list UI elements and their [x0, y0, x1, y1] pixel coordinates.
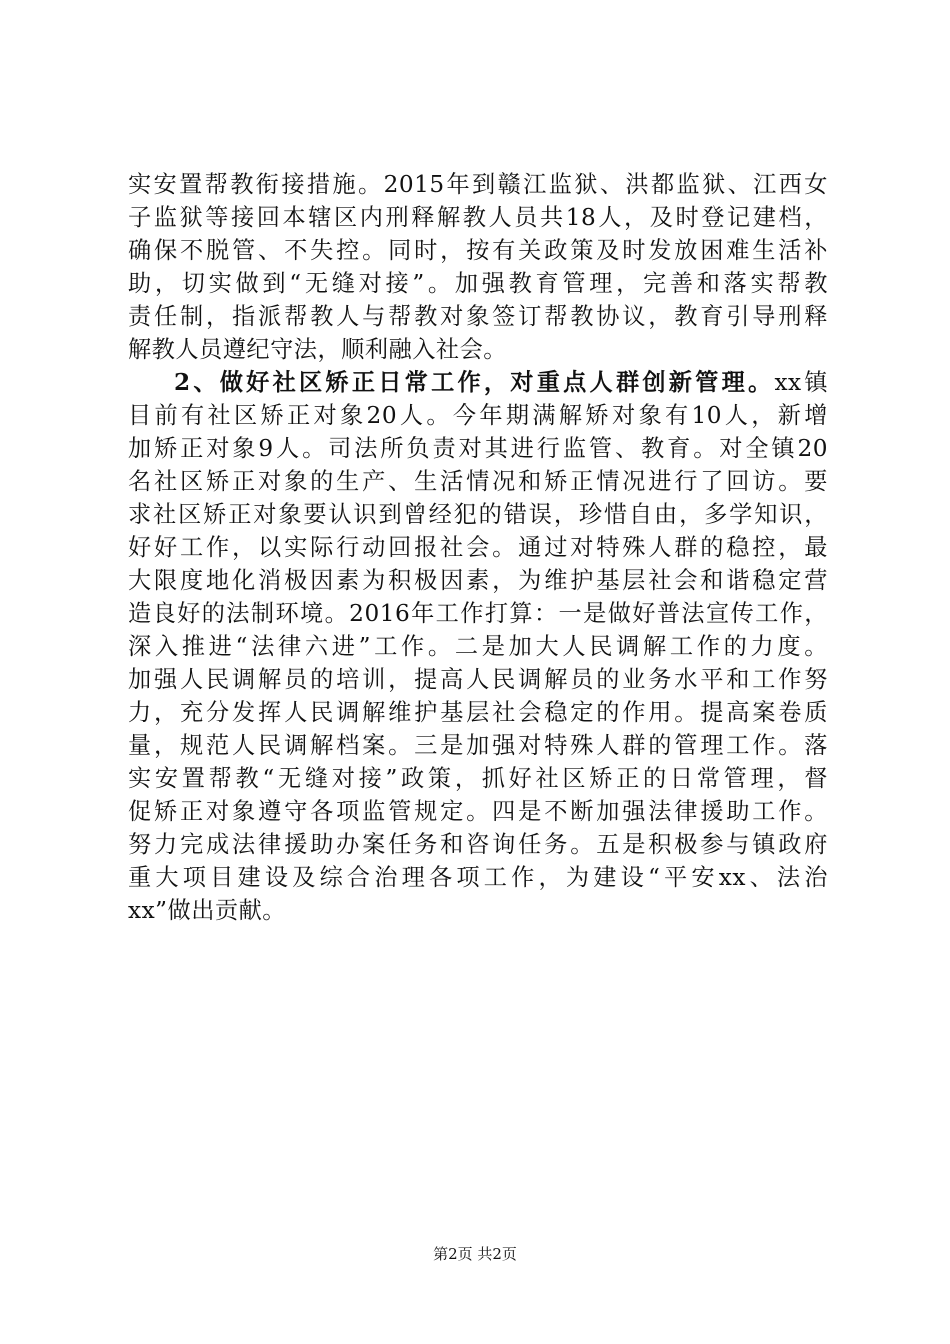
paragraph-resettlement: [128, 168, 828, 366]
text-line: 实安置帮教“无缝对接”政策，抓好社区矫正的日常管理，督: [128, 765, 828, 792]
page-number: 第2页 共2页: [433, 1245, 517, 1263]
text-line: 目前有社区矫正对象20人。今年期满解矫对象有10人，新增: [128, 402, 828, 429]
text-line: 深入推进“法律六进”工作。二是加大人民调解工作的力度。: [128, 633, 828, 660]
text-line: 造良好的法制环境。2016年工作打算：一是做好普法宣传工作，: [128, 600, 828, 627]
paragraph-community-correction: [128, 366, 828, 927]
text-line: 努力完成法律援助办案任务和咨询任务。五是积极参与镇政府: [128, 831, 828, 858]
text-line-with-heading: [128, 366, 828, 399]
text-line: 确保不脱管、不失控。同时，按有关政策及时发放困难生活补: [128, 237, 828, 264]
text-line: 加矫正对象9人。司法所负责对其进行监管、教育。对全镇20: [128, 435, 828, 462]
text-line: 责任制，指派帮教人与帮教对象签订帮教协议，教育引导刑释: [128, 303, 828, 330]
text-line: 大限度地化消极因素为积极因素，为维护基层社会和谐稳定营: [128, 567, 828, 594]
text-line: 力，充分发挥人民调解维护基层社会稳定的作用。提高案卷质: [128, 699, 828, 726]
text-line: 子监狱等接回本辖区内刑释解教人员共18人，及时登记建档，: [128, 204, 828, 231]
text-line: 求社区矫正对象要认识到曾经犯的错误，珍惜自由，多学知识，: [128, 501, 828, 528]
text-line: 量，规范人民调解档案。三是加强对特殊人群的管理工作。落: [128, 732, 828, 759]
section-heading: 2、做好社区矫正日常工作，对重点人群创新管理。: [174, 369, 775, 396]
text-line: 加强人民调解员的培训，提高人民调解员的业务水平和工作努: [128, 666, 828, 693]
text-line: 重大项目建设及综合治理各项工作，为建设“平安xx、法治: [128, 864, 828, 891]
text-line: 促矫正对象遵守各项监管规定。四是不断加强法律援助工作。: [128, 798, 828, 825]
text-line: 名社区矫正对象的生产、生活情况和矫正情况进行了回访。要: [128, 468, 828, 495]
text-line: 实安置帮教衔接措施。2015年到赣江监狱、洪都监狱、江西女: [128, 171, 828, 198]
document-body: [128, 168, 828, 927]
text-span: xx镇: [774, 369, 829, 396]
text-line: xx”做出贡献。: [128, 897, 286, 924]
text-line: 好好工作，以实际行动回报社会。通过对特殊人群的稳控，最: [128, 534, 828, 561]
page-footer: [0, 1244, 950, 1264]
text-line: 助，切实做到“无缝对接”。加强教育管理，完善和落实帮教: [128, 270, 828, 297]
text-line: 解教人员遵纪守法，顺利融入社会。: [128, 336, 507, 363]
